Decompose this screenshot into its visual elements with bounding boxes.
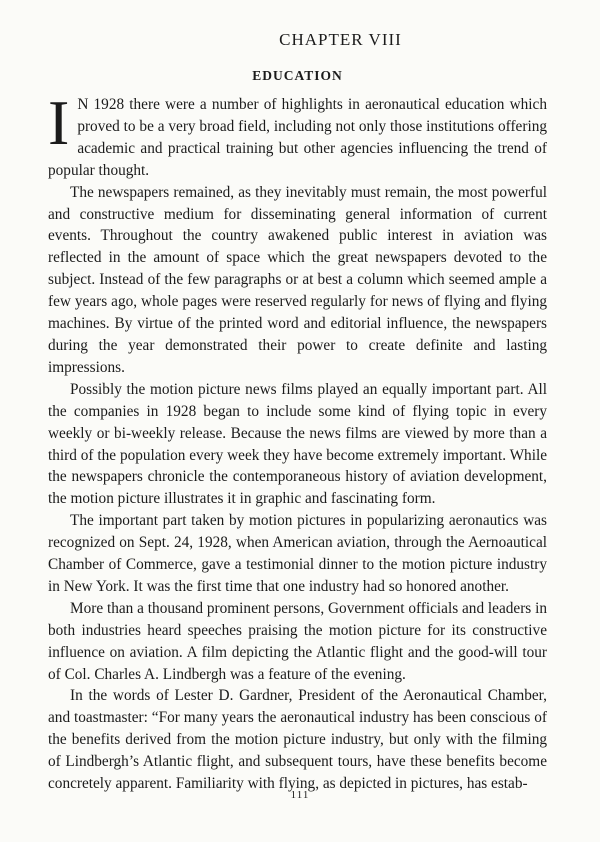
page-content — [48, 30, 547, 795]
paragraph-5: More than a thousand prominent persons, Government officials and leaders in both industries heard speeches praising the motion picture for its constructive influence on aviation. A film depicting the Atlantic flight and the good-will tour of Col. Charles A. Lindbergh was a feature of the evening. — [48, 599, 547, 683]
chapter-heading: CHAPTER VIII — [279, 30, 402, 49]
paragraph-1-text: N 1928 there were a number of highlights in aeronautical education which proved to be a very broad field, including not only those institutions offering academic and practical training but other agencies influencing the trend of popular thought. — [48, 96, 547, 179]
paragraph-6: In the words of Lester D. Gardner, President of the Aeronautical Chamber, and toastmaster: “For many years the aeronautical industry has been conscious of the benefits derived from the motion picture industry, but only with the filming of Lindbergh’s Atlantic flight, and subsequent tours, have these benefits become concretely apparent. Familiarity with flying, as depicted in pictures, has estab- — [48, 687, 547, 793]
paragraph-3: Possibly the motion picture news films played an equally important part. All the companies in 1928 began to include some kind of flying topic in every weekly or bi-weekly release. Because the news films are viewed by more than a third of the population every week they have become extremely important. While the newspapers chronicle the contemporaneous history of aviation development, the motion picture illustrates it in graphic and fascinating form. — [48, 380, 547, 508]
paragraph-1 — [48, 87, 547, 182]
section-heading: EDUCATION — [252, 68, 343, 83]
page-number: 111 — [290, 789, 310, 801]
paragraph-4: The important part taken by motion pictures in popularizing aeronautics was recognized on Sept. 24, 1928, when American aviation, through the Aernoautical Chamber of Commerce, gave a testimonial dinner to the motion picture industry in New York. It was the first time that one industry had so honored another. — [48, 512, 547, 595]
body-text — [48, 87, 547, 795]
paragraph-2: The newspapers remained, as they inevitably must remain, the most powerful and constructive medium for disseminating general information of current events. Throughout the country awakened public interest in aviation was reflected in the amount of space which the great newspapers devoted to the subject. Instead of the few paragraphs or at best a column which seemed ample a few years ago, whole pages were reserved regularly for news of flying and flying machines. By virtue of the printed word and editorial influence, the newspapers during the year demonstrated their power to create definite and lasting impressions. — [48, 183, 547, 376]
drop-cap: I — [48, 87, 70, 158]
